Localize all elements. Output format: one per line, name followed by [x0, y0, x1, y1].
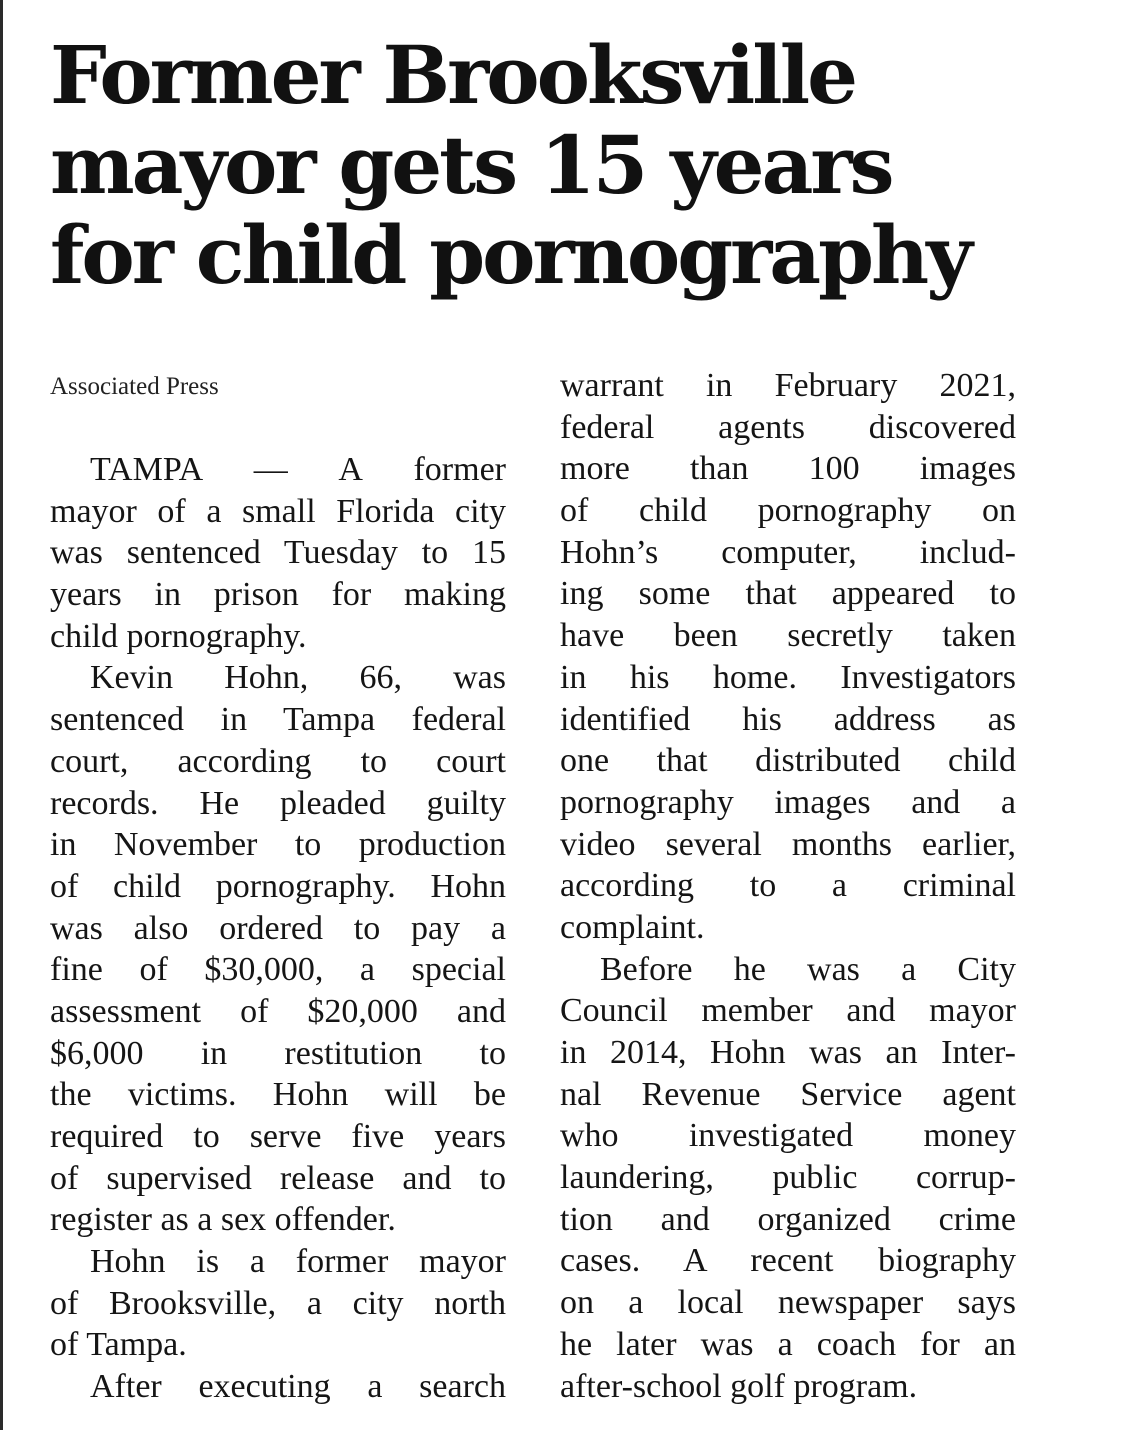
body-text-line: one that distributed child: [560, 742, 1016, 780]
article-column-right: [560, 365, 1016, 1407]
body-text-line: TAMPA — A former: [90, 451, 506, 488]
body-text-line: identified his address as: [560, 700, 1016, 738]
body-text-line: Hohn’s computer, includ-: [560, 533, 1016, 571]
body-text-line: assessment of $20,000 and: [50, 992, 506, 1030]
body-text-line: of supervised release and to: [50, 1159, 506, 1197]
body-text-line: Council member and mayor: [560, 992, 1016, 1030]
body-text-line: of child pornography. Hohn: [50, 867, 506, 905]
page-left-rule: [0, 0, 3, 1430]
body-text-line: required to serve five years: [50, 1118, 506, 1155]
body-text-line: in his home. Investigators: [560, 658, 1016, 696]
body-text-line: the victims. Hohn will be: [50, 1076, 506, 1114]
body-text-line: of Tampa.: [50, 1326, 187, 1364]
body-text-line: mayor of a small Florida city: [50, 492, 506, 530]
body-text-line: on a local newspaper says: [560, 1284, 1016, 1322]
body-text-line: warrant in February 2021,: [560, 367, 1016, 404]
article-byline: Associated Press: [50, 373, 219, 400]
body-text-line: according to a criminal: [560, 867, 1016, 905]
body-text-line: was sentenced Tuesday to 15: [50, 534, 506, 572]
headline-line: for child pornography: [50, 208, 970, 302]
body-text-line: video several months earlier,: [560, 825, 1016, 863]
body-text-line: nal Revenue Service agent: [560, 1075, 1016, 1113]
body-text-line: register as a sex offender.: [50, 1201, 396, 1239]
body-text-line: of Brooksville, a city north: [50, 1284, 506, 1322]
body-text-line: who investigated money: [560, 1117, 1016, 1155]
body-text-line: After executing a search: [90, 1368, 506, 1406]
body-text-line: laundering, public corrup-: [560, 1159, 1016, 1197]
body-text-line: of child pornography on: [560, 492, 1016, 530]
headline-line: Former Brooksville: [50, 28, 855, 122]
body-text-line: ing some that appeared to: [560, 575, 1016, 613]
headline-line: mayor gets 15 years: [50, 118, 892, 212]
body-text-line: federal agents discovered: [560, 408, 1016, 446]
body-text-line: child pornography.: [50, 617, 307, 655]
body-text-line: cases. A recent biography: [560, 1242, 1016, 1280]
body-text-line: after-school golf program.: [560, 1367, 918, 1405]
body-text-line: pornography images and a: [560, 783, 1016, 821]
body-text-line: he later was a coach for an: [560, 1325, 1016, 1363]
body-text-line: tion and organized crime: [560, 1200, 1016, 1238]
article-column-left: [50, 449, 506, 1408]
body-text-line: court, according to court: [50, 742, 506, 780]
body-text-line: Hohn is a former mayor: [90, 1243, 506, 1281]
body-text-line: years in prison for making: [50, 576, 506, 614]
body-text-line: in 2014, Hohn was an Inter-: [560, 1034, 1016, 1071]
body-text-line: records. He pleaded guilty: [50, 784, 506, 822]
body-text-line: have been secretly taken: [560, 617, 1016, 655]
body-text-line: Kevin Hohn, 66, was: [90, 659, 506, 697]
body-text-line: sentenced in Tampa federal: [50, 701, 506, 739]
body-text-line: complaint.: [560, 908, 705, 946]
body-text-line: Before he was a City: [600, 950, 1016, 988]
body-text-line: more than 100 images: [560, 450, 1016, 488]
body-text-line: fine of $30,000, a special: [50, 951, 506, 989]
body-text-line: was also ordered to pay a: [50, 909, 506, 947]
body-text-line: in November to production: [50, 826, 506, 864]
article-headline: [50, 30, 1130, 300]
body-text-line: $6,000 in restitution to: [50, 1034, 506, 1072]
